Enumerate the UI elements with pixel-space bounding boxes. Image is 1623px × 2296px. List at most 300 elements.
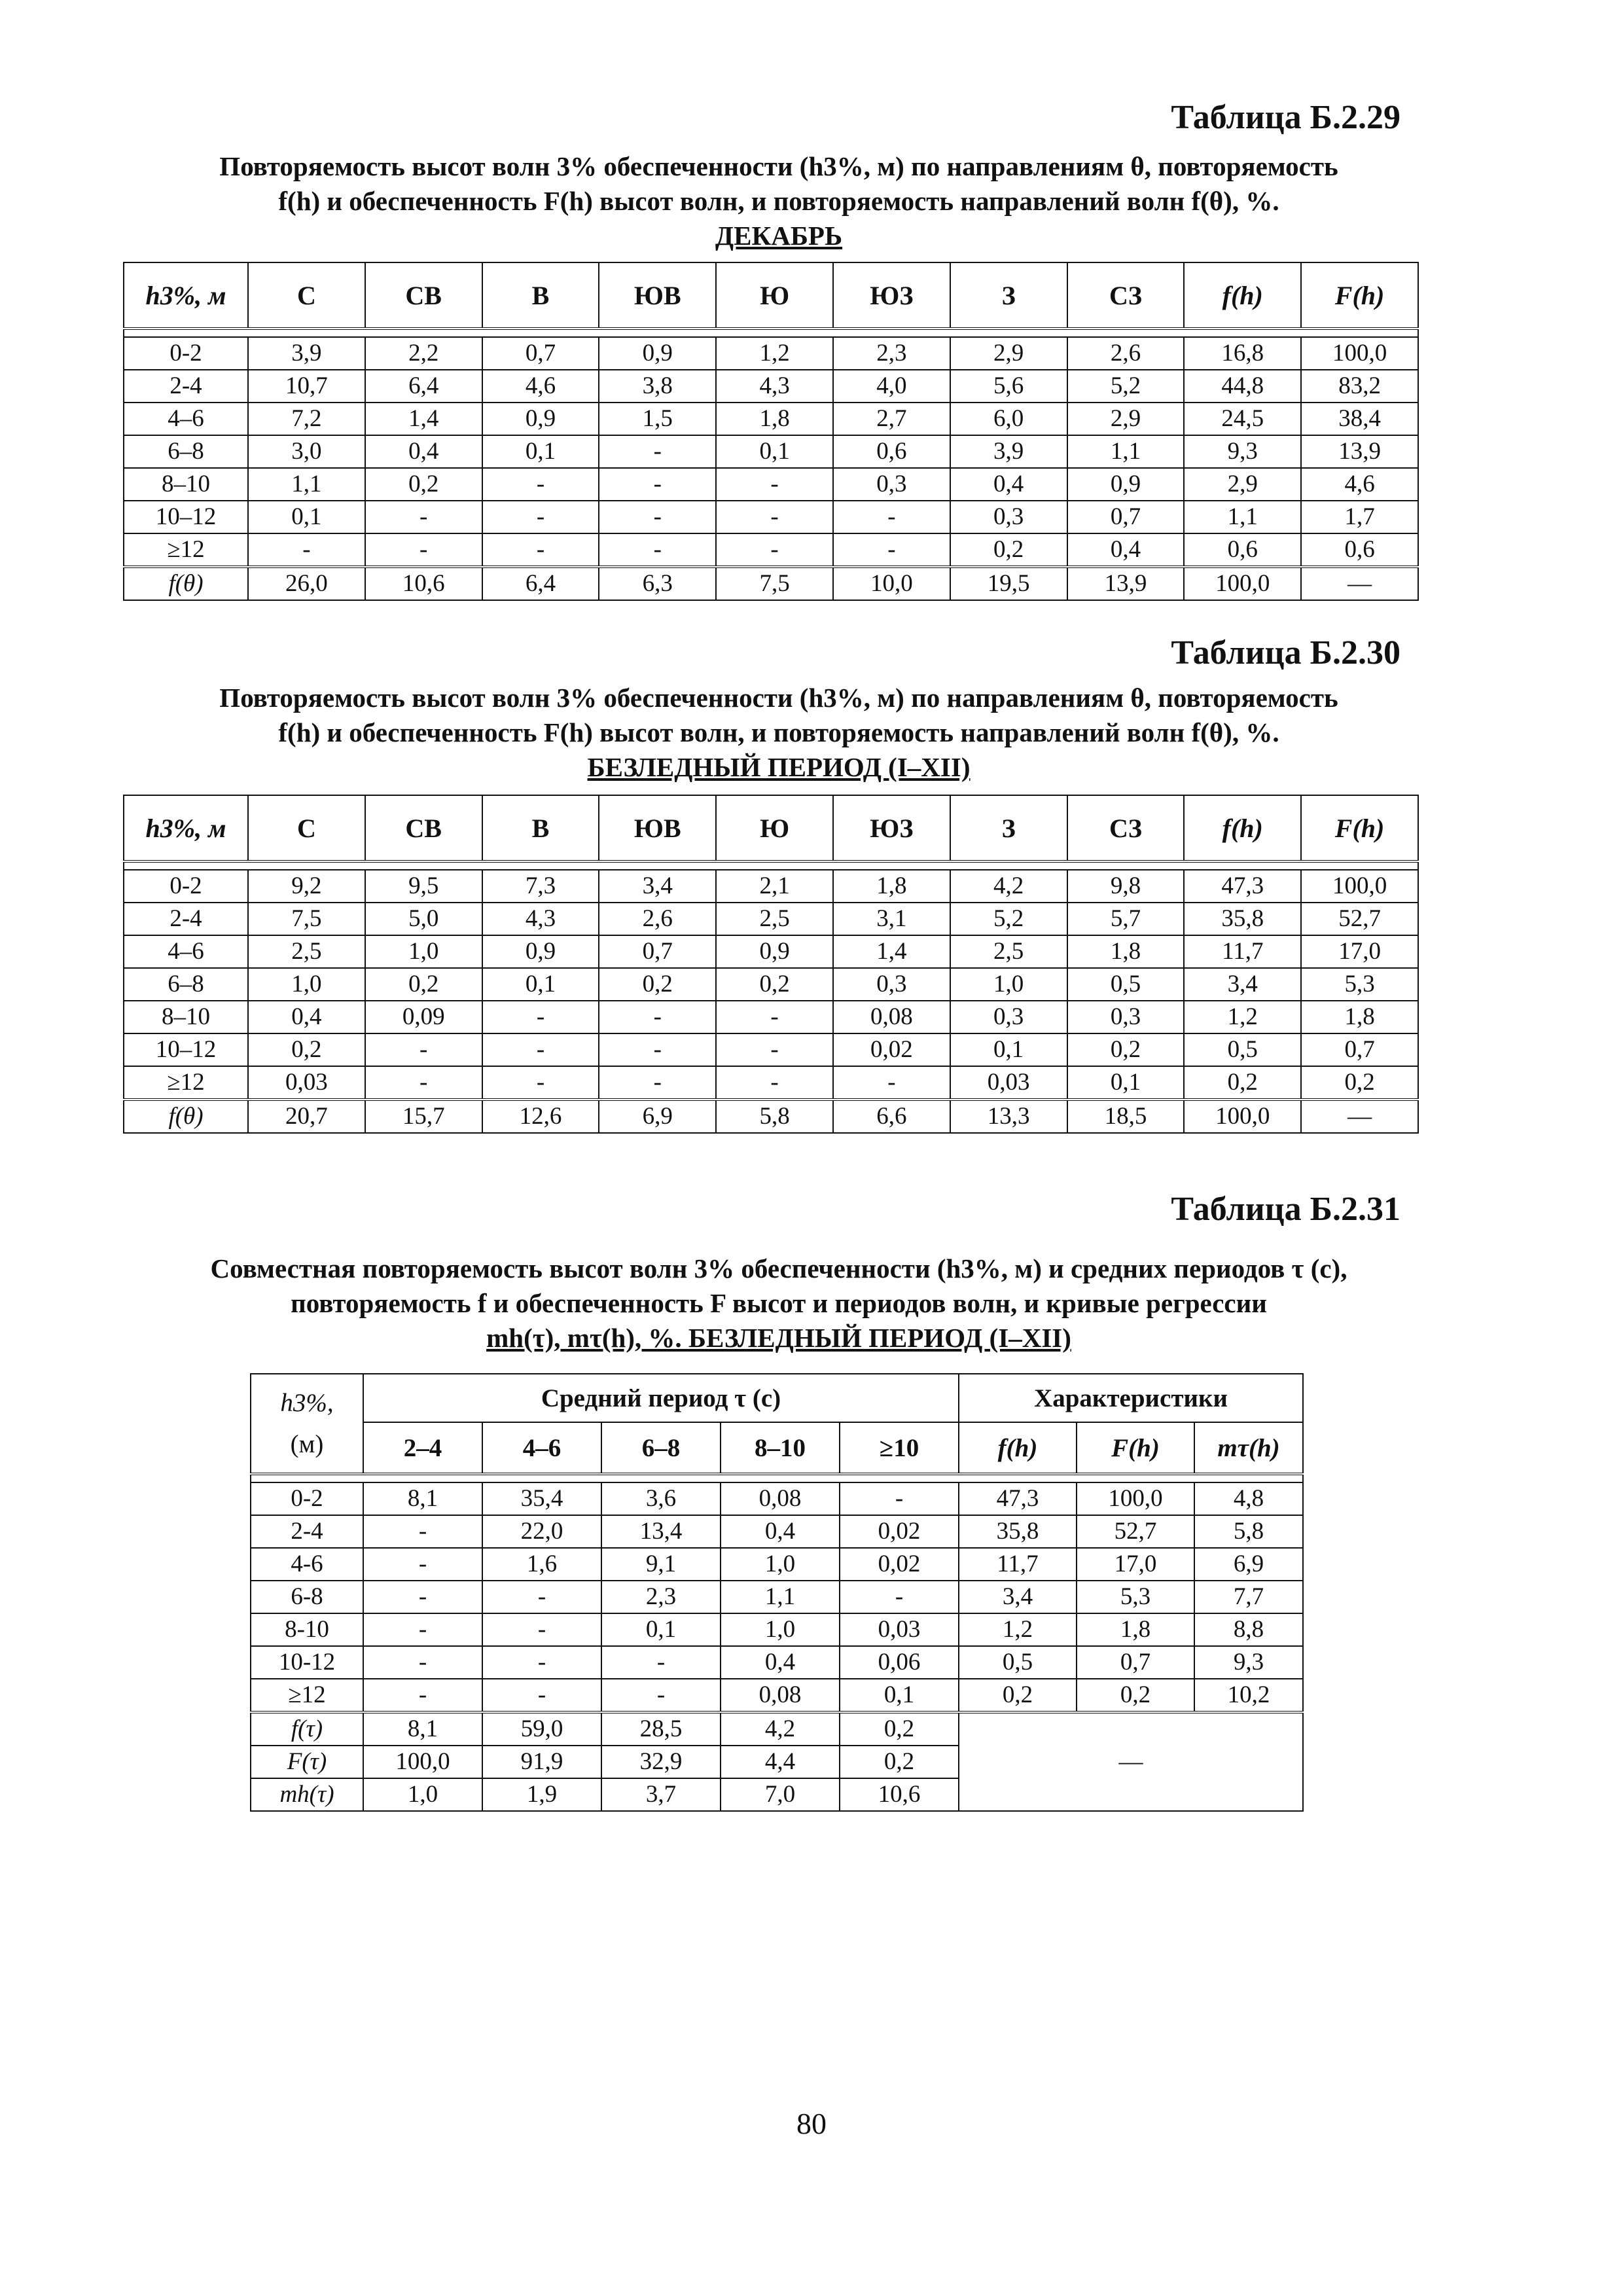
period-column-header: 6–8 [601,1422,721,1474]
table-row [124,337,1418,370]
row-label-cell: 10–12 [124,501,248,533]
table-cell: 1,0 [721,1613,840,1646]
row-label-cell: 8–10 [124,1001,248,1033]
table-cell: 12,6 [482,1100,599,1133]
characteristic-column-header: mτ(h) [1194,1422,1303,1474]
table-cell: 11,7 [1184,935,1301,968]
table-cell: 0,5 [1067,968,1185,1001]
table-cell: — [1301,567,1418,600]
table-cell: 5,2 [950,903,1067,935]
table-cell: 3,4 [599,870,716,903]
table-cell: 3,9 [950,435,1067,468]
table-cell: 1,7 [1301,501,1418,533]
row-label-cell: ≥12 [124,533,248,567]
table-cell: 4,3 [716,370,833,403]
table-cell: - [482,1679,601,1712]
table-row [124,403,1418,435]
table-cell: 35,8 [959,1515,1077,1548]
table-cell: - [601,1679,721,1712]
row-label-cell: 2-4 [124,370,248,403]
header-separator [124,329,1418,337]
table-cell: 4,6 [1301,468,1418,501]
table-cell: - [833,533,950,567]
table-cell: 6,9 [1194,1548,1303,1581]
table-30-caption-line3: БЕЗЛЕДНЫЙ ПЕРИОД (I–XII) [587,752,971,782]
table-cell: - [365,501,482,533]
table-cell: 0,03 [840,1613,959,1646]
table-row [124,370,1418,403]
table-cell: 100,0 [1301,337,1418,370]
table-cell: - [716,501,833,533]
table-cell: 24,5 [1184,403,1301,435]
table-cell: 2,9 [950,337,1067,370]
table-cell: 1,1 [248,468,365,501]
table-cell: 10,0 [833,567,950,600]
table-29-number: Таблица Б.2.29 [1171,99,1400,136]
table-cell: - [363,1515,482,1548]
table-cell: - [482,1646,601,1679]
table-cell: 100,0 [1184,567,1301,600]
table-cell: 100,0 [1301,870,1418,903]
table-cell: 8,1 [363,1712,482,1746]
table-cell: 8,1 [363,1482,482,1515]
table-29-caption-line2: f(h) и обеспеченность F(h) высот волн, и повторяемость направлений волн f(θ), %. [278,186,1279,216]
column-header: З [950,795,1067,861]
table-cell: 0,6 [1184,533,1301,567]
column-header: СВ [365,262,482,329]
table-cell: - [599,501,716,533]
summary-row [251,1712,1303,1746]
table-cell: 3,1 [833,903,950,935]
table-cell: 0,5 [1184,1033,1301,1066]
table-cell: - [363,1581,482,1613]
table-cell: 9,8 [1067,870,1185,903]
table-cell: 1,1 [1184,501,1301,533]
table-29-caption [118,149,1440,253]
table-cell: 16,8 [1184,337,1301,370]
table-31-number: Таблица Б.2.31 [1171,1191,1400,1228]
column-header: З [950,262,1067,329]
table-cell: 10,6 [840,1778,959,1811]
table-cell: - [716,1033,833,1066]
header-separator [124,861,1418,870]
table-cell: 0,3 [950,1001,1067,1033]
table-cell: - [599,533,716,567]
table-cell: 0,2 [1301,1066,1418,1100]
column-header: F(h) [1301,262,1418,329]
table-cell: 5,8 [716,1100,833,1133]
table-cell: 2,1 [716,870,833,903]
row-label-cell: 0-2 [251,1482,363,1515]
table-cell: 5,6 [950,370,1067,403]
table-cell: - [601,1646,721,1679]
table-cell: 0,7 [1301,1033,1418,1066]
table-cell: 4,0 [833,370,950,403]
table-cell: 1,2 [1184,1001,1301,1033]
table-cell: - [363,1613,482,1646]
table-cell: 52,7 [1301,903,1418,935]
table-29-caption-line3: ДЕКАБРЬ [715,221,843,251]
h3-column-header: h3%, м [124,795,248,861]
table-row [124,468,1418,501]
period-column-header: 8–10 [721,1422,840,1474]
characteristic-column-header: F(h) [1077,1422,1194,1474]
table-cell: 3,8 [599,370,716,403]
column-header: ЮЗ [833,795,950,861]
table-cell: 7,7 [1194,1581,1303,1613]
row-label-cell: 4–6 [124,935,248,968]
table-row [124,501,1418,533]
table-cell: 6,4 [365,370,482,403]
table-cell: 0,2 [599,968,716,1001]
table-cell: 4,6 [482,370,599,403]
table-cell: 1,2 [959,1613,1077,1646]
table-cell: 0,2 [248,1033,365,1066]
table-cell: - [716,533,833,567]
table-cell: 0,08 [721,1482,840,1515]
table-row [124,870,1418,903]
table-cell: 0,2 [950,533,1067,567]
table-cell: 35,4 [482,1482,601,1515]
table-cell: 0,1 [482,968,599,1001]
table-cell: 0,09 [365,1001,482,1033]
table-cell: 4,4 [721,1746,840,1778]
table-cell: 13,4 [601,1515,721,1548]
table-cell: 1,4 [833,935,950,968]
table-cell: 10,2 [1194,1679,1303,1712]
table-row [251,1515,1303,1548]
table-cell: 0,1 [482,435,599,468]
table-cell: 1,8 [1077,1613,1194,1646]
table-cell: 3,0 [248,435,365,468]
table-cell: - [833,1066,950,1100]
table-cell: 0,4 [365,435,482,468]
table-cell: 8,8 [1194,1613,1303,1646]
row-label-cell: 4–6 [124,403,248,435]
h3-header-cell [251,1374,363,1474]
table-cell: 0,2 [365,468,482,501]
table-row [124,1066,1418,1100]
table-cell: 32,9 [601,1746,721,1778]
table-cell: 7,0 [721,1778,840,1811]
table-cell: 3,4 [1184,968,1301,1001]
table-cell: 0,9 [599,337,716,370]
table-cell: - [363,1679,482,1712]
table-cell: 0,4 [248,1001,365,1033]
table-cell: 0,7 [1067,501,1185,533]
summary-label-cell: f(τ) [251,1712,363,1746]
table-cell: - [599,1066,716,1100]
table-cell: - [363,1646,482,1679]
h3-column-header: h3%, м [124,262,248,329]
table-row [124,1001,1418,1033]
table-cell: 38,4 [1301,403,1418,435]
table-cell: 1,0 [365,935,482,968]
h3-header-line1: h3%, [280,1389,334,1417]
row-label-cell: 2-4 [251,1515,363,1548]
table-cell: 4,2 [950,870,1067,903]
table-cell: - [482,533,599,567]
table-cell: 11,7 [959,1548,1077,1581]
table-cell: 0,08 [721,1679,840,1712]
f-theta-row [124,1100,1418,1133]
table-cell: 17,0 [1077,1548,1194,1581]
table-cell: 3,9 [248,337,365,370]
characteristics-group-header: Характеристики [959,1374,1303,1422]
characteristic-column-header: f(h) [959,1422,1077,1474]
table-cell: 1,0 [248,968,365,1001]
column-header: ЮЗ [833,262,950,329]
table-cell: 6,3 [599,567,716,600]
column-header: Ю [716,262,833,329]
table-cell: - [599,435,716,468]
table-row [124,435,1418,468]
table-cell: 0,03 [248,1066,365,1100]
column-header: СЗ [1067,262,1185,329]
table-cell: 0,1 [1067,1066,1185,1100]
row-label-cell: ≥12 [251,1679,363,1712]
table-30-number: Таблица Б.2.30 [1171,634,1400,672]
table-cell: 0,1 [716,435,833,468]
table-30-caption-line2: f(h) и обеспеченность F(h) высот волн, и повторяемость направлений волн f(θ), %. [278,717,1279,747]
table-cell: - [716,468,833,501]
table-cell: 2,5 [248,935,365,968]
table-cell: 47,3 [959,1482,1077,1515]
table-cell: - [599,1001,716,1033]
column-header: В [482,795,599,861]
column-header: ЮВ [599,262,716,329]
row-label-cell: 8-10 [251,1613,363,1646]
table-cell: 0,4 [1067,533,1185,567]
table-cell: 2,9 [1067,403,1185,435]
table-cell: 5,3 [1301,968,1418,1001]
period-column-header: 4–6 [482,1422,601,1474]
table-cell: 2,5 [716,903,833,935]
table-cell: 0,9 [482,403,599,435]
table-row [251,1581,1303,1613]
table-cell: 0,4 [950,468,1067,501]
table-cell: 1,9 [482,1778,601,1811]
table-cell: 0,02 [840,1515,959,1548]
table-cell: 0,2 [840,1712,959,1746]
table-row [251,1679,1303,1712]
column-header: С [248,795,365,861]
table-31-caption-line2: повторяемость f и обеспеченность F высот и периодов волн, и кривые регрессии [291,1288,1267,1318]
table-cell: 7,3 [482,870,599,903]
table-cell: 4,8 [1194,1482,1303,1515]
table-cell: - [365,1066,482,1100]
table-cell: 3,6 [601,1482,721,1515]
table-cell: 1,0 [950,968,1067,1001]
row-label-cell: 10–12 [124,1033,248,1066]
table-cell: 6,4 [482,567,599,600]
table-cell: 18,5 [1067,1100,1185,1133]
table-cell: 0,2 [1184,1066,1301,1100]
period-group-header: Средний период τ (с) [363,1374,959,1422]
table-cell: 0,1 [248,501,365,533]
table-cell: - [365,533,482,567]
table-30-caption-line1: Повторяемость высот волн 3% обеспеченности (h3%, м) по направлениям θ, повторяемость [219,683,1338,713]
table-cell: 9,2 [248,870,365,903]
row-label-cell: 10-12 [251,1646,363,1679]
table-cell: 100,0 [1184,1100,1301,1133]
column-header: В [482,262,599,329]
table-cell: 0,9 [716,935,833,968]
table-cell: 0,03 [950,1066,1067,1100]
table-cell: 3,4 [959,1581,1077,1613]
table-cell: 0,2 [716,968,833,1001]
table-cell: 0,7 [482,337,599,370]
table-row [251,1482,1303,1515]
summary-label-cell: mh(τ) [251,1778,363,1811]
table-cell: - [365,1033,482,1066]
table-cell: 10,6 [365,567,482,600]
column-header: Ю [716,795,833,861]
f-theta-row [124,567,1418,600]
table-cell: - [716,1066,833,1100]
table-cell: 5,0 [365,903,482,935]
summary-label-cell: F(τ) [251,1746,363,1778]
table-cell: 0,7 [599,935,716,968]
table-cell: 0,6 [833,435,950,468]
table-cell: 15,7 [365,1100,482,1133]
table-cell: 4,3 [482,903,599,935]
table-cell: 2,7 [833,403,950,435]
table-cell: 1,8 [833,870,950,903]
table-cell: - [840,1581,959,1613]
table-row [124,935,1418,968]
table-cell: - [482,1033,599,1066]
table-cell: 0,5 [959,1646,1077,1679]
table-30 [123,795,1419,1134]
table-cell: 7,2 [248,403,365,435]
table-cell: 0,6 [1301,533,1418,567]
table-cell: 59,0 [482,1712,601,1746]
table-cell: - [599,1033,716,1066]
table-cell: 0,7 [1077,1646,1194,1679]
row-label-cell: 0-2 [124,870,248,903]
table-header-row [124,262,1418,329]
table-cell: 2,6 [1067,337,1185,370]
table-cell: 6,9 [599,1100,716,1133]
table-cell: 28,5 [601,1712,721,1746]
table-cell: 1,0 [721,1548,840,1581]
table-cell: 7,5 [248,903,365,935]
h3-header-line2: (м) [290,1430,324,1458]
table-row [251,1613,1303,1646]
table-row [124,903,1418,935]
row-label-cell: 8–10 [124,468,248,501]
row-label-cell: ≥12 [124,1066,248,1100]
row-label-cell: 6–8 [124,435,248,468]
table-31-caption [92,1251,1466,1355]
table-cell: - [482,468,599,501]
table-cell: 5,8 [1194,1515,1303,1548]
table-cell: 0,2 [1077,1679,1194,1712]
row-label-cell: 4-6 [251,1548,363,1581]
table-cell: - [248,533,365,567]
table-cell: 52,7 [1077,1515,1194,1548]
table-cell: 3,7 [601,1778,721,1811]
table-cell: 6,6 [833,1100,950,1133]
row-label-cell: f(θ) [124,567,248,600]
table-cell: 17,0 [1301,935,1418,968]
table-cell: - [482,1001,599,1033]
table-cell: 35,8 [1184,903,1301,935]
table-cell: 1,1 [1067,435,1185,468]
table-cell: 2,3 [833,337,950,370]
table-cell: 0,2 [1067,1033,1185,1066]
table-cell: 0,1 [601,1613,721,1646]
table-cell: 0,02 [833,1033,950,1066]
column-header: С [248,262,365,329]
table-cell: 44,8 [1184,370,1301,403]
table-cell: 0,06 [840,1646,959,1679]
table-cell: 0,02 [840,1548,959,1581]
table-cell: 47,3 [1184,870,1301,903]
table-cell: - [363,1548,482,1581]
table-cell: 1,8 [1301,1001,1418,1033]
table-cell: 7,5 [716,567,833,600]
column-header: СВ [365,795,482,861]
table-31-caption-line1: Совместная повторяемость высот волн 3% обеспеченности (h3%, м) и средних периодов τ (с), [210,1253,1347,1283]
table-cell: 1,8 [1067,935,1185,968]
table-cell: 0,4 [721,1515,840,1548]
table-cell: 1,0 [363,1778,482,1811]
table-cell: - [482,501,599,533]
table-cell: 1,1 [721,1581,840,1613]
table-cell: 1,6 [482,1548,601,1581]
table-cell: 0,3 [833,968,950,1001]
table-cell: — [1301,1100,1418,1133]
table-cell: 19,5 [950,567,1067,600]
table-cell: 1,5 [599,403,716,435]
table-cell: 0,3 [1067,1001,1185,1033]
table-cell: 1,4 [365,403,482,435]
row-label-cell: 6–8 [124,968,248,1001]
summary-characteristics-cell: — [959,1712,1303,1811]
table-subheader-row [251,1422,1303,1474]
column-header: СЗ [1067,795,1185,861]
column-header: ЮВ [599,795,716,861]
period-column-header: ≥10 [840,1422,959,1474]
table-cell: 6,0 [950,403,1067,435]
column-header: f(h) [1184,262,1301,329]
column-header: F(h) [1301,795,1418,861]
separator-cell [251,1474,1303,1482]
table-cell: 1,2 [716,337,833,370]
row-label-cell: f(θ) [124,1100,248,1133]
table-cell: 0,3 [950,501,1067,533]
table-cell: - [716,1001,833,1033]
table-cell: 13,3 [950,1100,1067,1133]
table-cell: 100,0 [1077,1482,1194,1515]
table-cell: 0,2 [840,1746,959,1778]
table-29-caption-line1: Повторяемость высот волн 3% обеспеченности (h3%, м) по направлениям θ, повторяемость [219,151,1338,181]
table-row [251,1646,1303,1679]
table-cell: 2,3 [601,1581,721,1613]
table-cell: 5,3 [1077,1581,1194,1613]
page-number: 80 [796,2107,827,2140]
table-cell: 0,1 [840,1679,959,1712]
table-cell: 5,7 [1067,903,1185,935]
row-label-cell: 6-8 [251,1581,363,1613]
row-label-cell: 2-4 [124,903,248,935]
period-column-header: 2–4 [363,1422,482,1474]
table-cell: 4,2 [721,1712,840,1746]
table-cell: - [482,1613,601,1646]
table-29 [123,262,1419,601]
